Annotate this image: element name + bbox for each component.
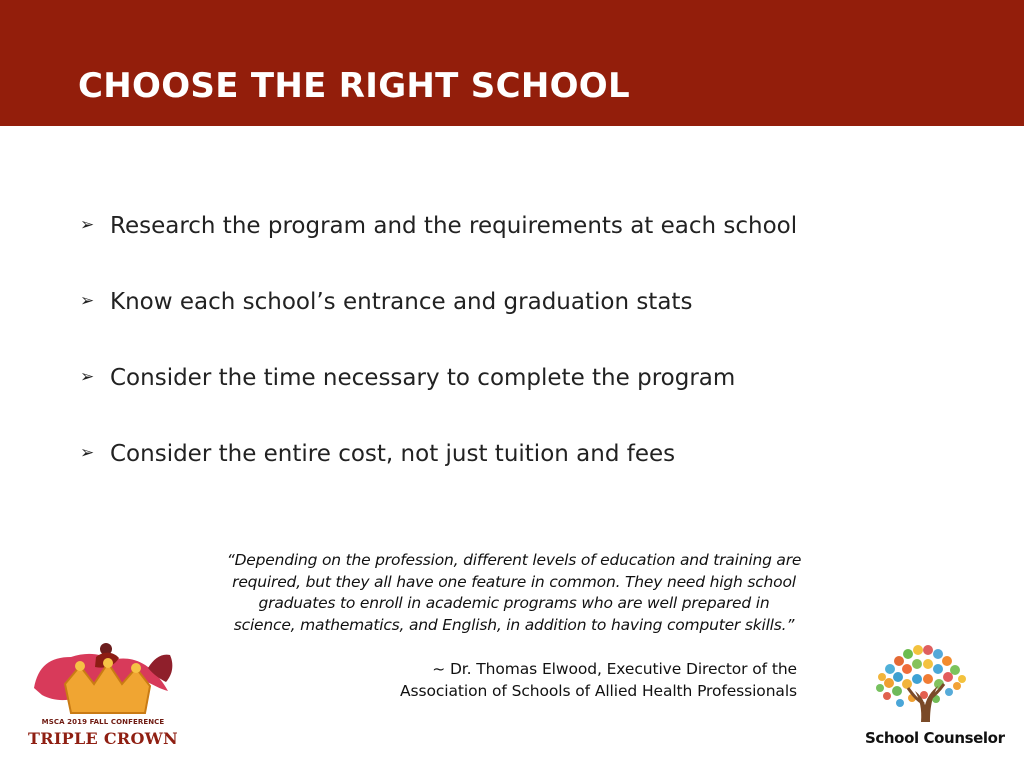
quote-text: “Depending on the profession, different levels of education and training are required, but they all have one feature in common. They need high school graduates to enroll in academic programs who are well prepared in science, mathematics, and English, in addition to having computer skills.” — [226, 551, 802, 634]
triple-crown-logo — [28, 633, 178, 753]
logo-name: TRIPLE CROWN — [28, 729, 178, 748]
arrowhead-bullet-icon: ➢ — [80, 215, 95, 235]
arrowhead-bullet-icon: ➢ — [80, 291, 95, 311]
bullet-item — [80, 433, 797, 509]
bullet-list — [80, 205, 797, 509]
attribution-line: ~ Dr. Thomas Elwood, Executive Director of the — [432, 660, 797, 678]
quote-attribution — [400, 658, 797, 702]
bullet-text: Consider the time necessary to complete the program — [110, 365, 736, 391]
tree-trunk — [915, 686, 938, 722]
bullet-text: Research the program and the requirements at each school — [110, 213, 798, 239]
crown-jewel — [103, 658, 113, 668]
crown-jewel — [131, 663, 141, 673]
title-banner — [0, 0, 1024, 126]
bullet-item — [80, 357, 797, 433]
arrowhead-bullet-icon: ➢ — [80, 443, 95, 463]
tree-dot-icon — [862, 633, 986, 729]
arrowhead-bullet-icon: ➢ — [80, 367, 95, 387]
school-counselor-logo — [862, 633, 1005, 753]
horse-rider-crown-icon — [28, 633, 178, 719]
bullet-text: Consider the entire cost, not just tuition and fees — [110, 441, 676, 467]
bullet-item — [80, 205, 797, 281]
crown-jewel — [75, 661, 85, 671]
logo-name: School Counselor — [865, 729, 1005, 747]
attribution-line: Association of Schools of Allied Health Professionals — [400, 682, 797, 700]
slide-title: CHOOSE THE RIGHT SCHOOL — [78, 66, 630, 106]
bullet-item — [80, 281, 797, 357]
bullet-text: Know each school’s entrance and graduation stats — [110, 289, 693, 315]
logo-caption: MSCA 2019 FALL CONFERENCE — [41, 718, 165, 726]
